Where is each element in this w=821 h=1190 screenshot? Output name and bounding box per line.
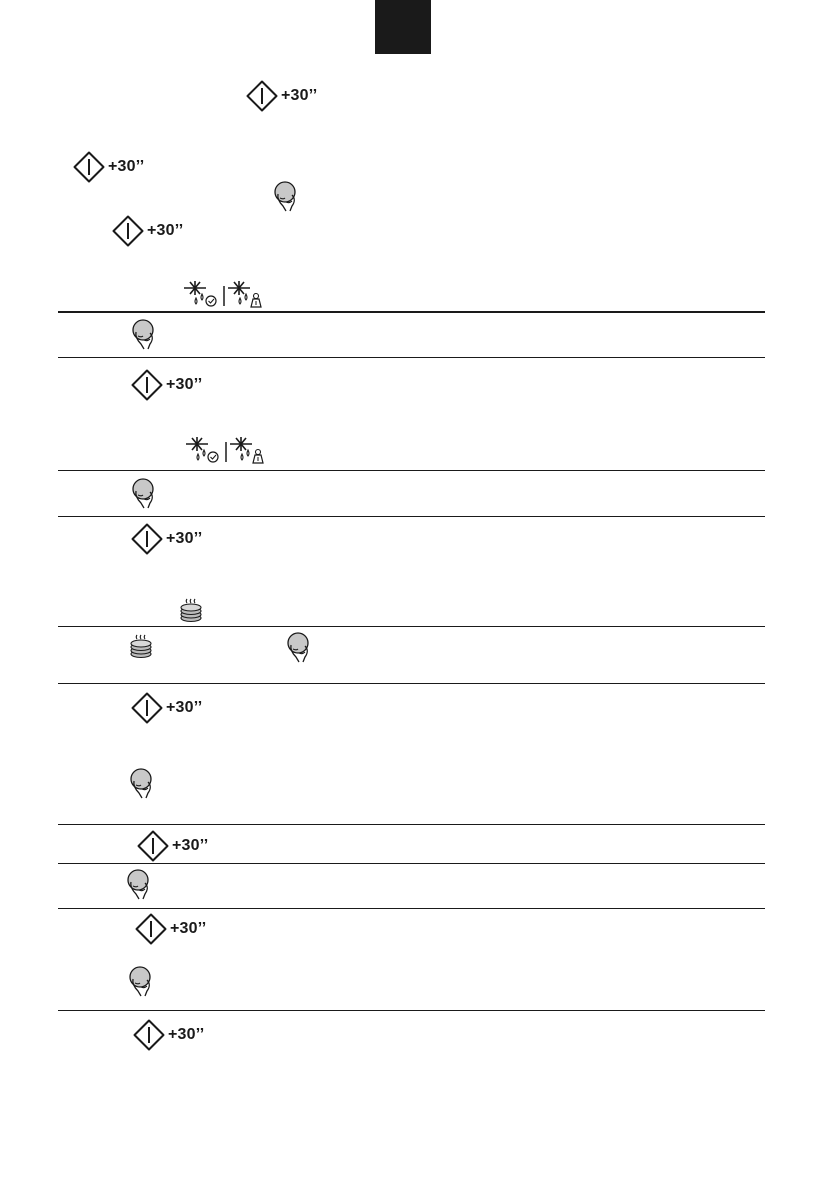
start-button-icon bbox=[131, 369, 163, 401]
start-button[interactable] bbox=[131, 692, 202, 724]
defrost-mode-icon bbox=[180, 280, 274, 308]
divider bbox=[58, 470, 765, 471]
start-button-label: +30’’ bbox=[108, 158, 145, 175]
start-button-label: +30’’ bbox=[147, 222, 184, 239]
start-button[interactable] bbox=[131, 523, 202, 555]
start-button-icon bbox=[131, 692, 163, 724]
start-button-label: +30’’ bbox=[172, 837, 209, 854]
start-button-icon bbox=[131, 523, 163, 555]
rotary-knob-hand-icon bbox=[130, 319, 162, 351]
divider bbox=[58, 357, 765, 358]
defrost-mode-icons bbox=[180, 280, 274, 308]
rotary-knob[interactable] bbox=[130, 319, 162, 351]
divider bbox=[58, 1010, 765, 1011]
start-button-icon bbox=[135, 913, 167, 945]
plates-symbol bbox=[129, 633, 153, 659]
divider bbox=[58, 516, 765, 517]
rotary-knob[interactable] bbox=[272, 181, 304, 213]
start-button[interactable] bbox=[133, 1019, 204, 1051]
rotary-knob-hand-icon bbox=[125, 869, 157, 901]
defrost-mode-icons bbox=[182, 436, 276, 464]
start-button[interactable] bbox=[131, 369, 202, 401]
rotary-knob-hand-icon bbox=[128, 768, 160, 800]
start-button[interactable] bbox=[246, 80, 317, 112]
rotary-knob-hand-icon bbox=[272, 181, 304, 213]
start-button[interactable] bbox=[135, 913, 206, 945]
start-button-label: +30’’ bbox=[281, 87, 318, 104]
rotary-knob[interactable] bbox=[128, 768, 160, 800]
page-tab-marker bbox=[375, 0, 431, 54]
plates-icon bbox=[129, 633, 153, 659]
rotary-knob[interactable] bbox=[285, 632, 317, 664]
rotary-knob[interactable] bbox=[127, 966, 159, 998]
rotary-knob-hand-icon bbox=[130, 478, 162, 510]
plates-icon bbox=[179, 597, 203, 623]
defrost-mode-icon bbox=[182, 436, 276, 464]
start-button-label: +30’’ bbox=[166, 699, 203, 716]
start-button-icon bbox=[246, 80, 278, 112]
start-button[interactable] bbox=[112, 215, 183, 247]
start-button-label: +30’’ bbox=[166, 376, 203, 393]
start-button-icon bbox=[112, 215, 144, 247]
plates-symbol bbox=[179, 597, 203, 623]
start-button-label: +30’’ bbox=[166, 530, 203, 547]
divider bbox=[58, 863, 765, 864]
rotary-knob[interactable] bbox=[130, 478, 162, 510]
divider bbox=[58, 683, 765, 684]
rotary-knob[interactable] bbox=[125, 869, 157, 901]
start-button-icon bbox=[137, 830, 169, 862]
divider bbox=[58, 824, 765, 825]
start-button-label: +30’’ bbox=[168, 1026, 205, 1043]
divider bbox=[58, 311, 765, 313]
start-button-icon bbox=[133, 1019, 165, 1051]
divider bbox=[58, 908, 765, 909]
start-button-label: +30’’ bbox=[170, 920, 207, 937]
rotary-knob-hand-icon bbox=[127, 966, 159, 998]
start-button-icon bbox=[73, 151, 105, 183]
rotary-knob-hand-icon bbox=[285, 632, 317, 664]
divider bbox=[58, 626, 765, 627]
start-button[interactable] bbox=[137, 830, 208, 862]
start-button[interactable] bbox=[73, 151, 144, 183]
